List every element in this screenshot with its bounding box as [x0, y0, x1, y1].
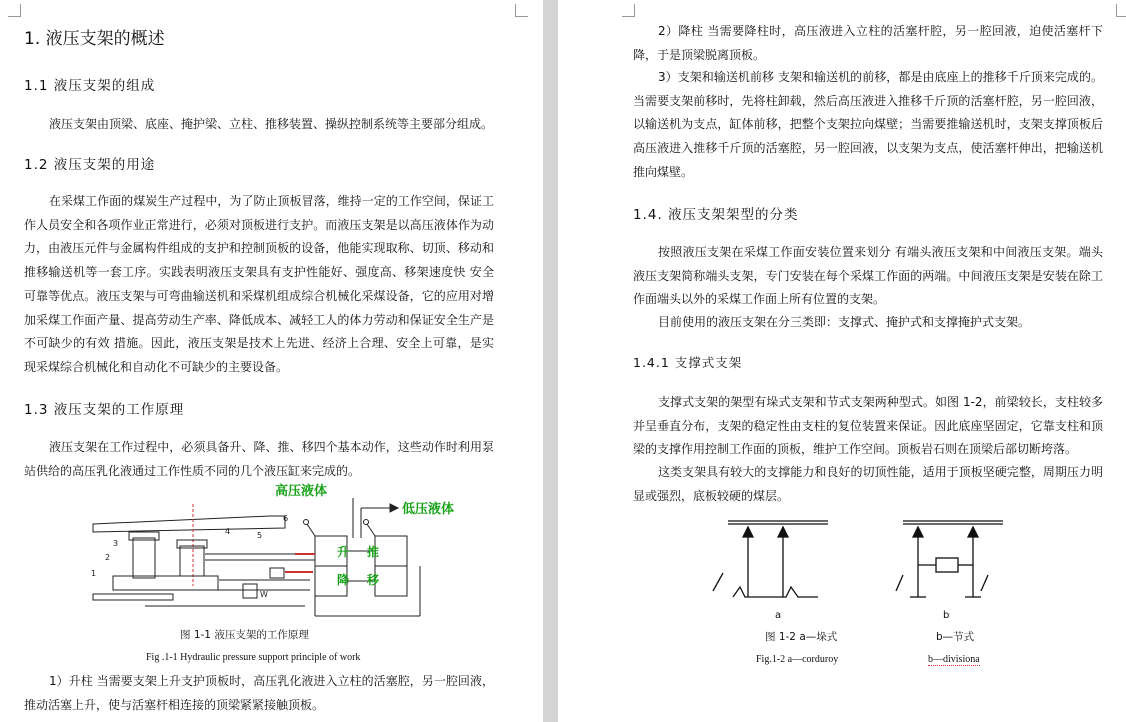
roof-beam — [93, 516, 285, 532]
paragraph: 2）降柱 当需要降柱时，高压液进入立柱的活塞杆腔，另一腔回液，迫使活塞杆下降，于是顶梁脱离顶板。 — [633, 24, 1103, 62]
document-page-left — [0, 0, 543, 722]
section-heading-1-4: 1.4. 液压支架架型的分类 — [633, 207, 799, 223]
document-page-right — [558, 0, 1126, 722]
support-types-figure — [698, 515, 1028, 625]
crop-mark — [515, 4, 528, 17]
paragraph: 液压支架在工作过程中，必须具备升、降、推、移四个基本动作，这些动作时利用泵站供给的高压乳化液通过工作性质不同的几个液压缸来完成的。 — [24, 440, 494, 478]
column-cylinder — [180, 546, 204, 576]
paragraph: 1）升柱 当需要支架上升支护顶板时，高压乳化液进入立柱的活塞腔，另一腔回液，推动活塞上升，使与活塞杆相连接的顶梁紧紧接触顶板。 — [24, 674, 494, 712]
part-number-label: 5 — [257, 531, 263, 540]
hydraulic-schematic-figure — [85, 476, 475, 626]
paragraph: 目前使用的液压支架在分三类即：支撑式、掩护式和支撑掩护式支架。 — [658, 315, 1031, 329]
part-number-label: 4 — [225, 527, 231, 536]
column-cap — [177, 540, 207, 548]
figure-label-a: a — [775, 610, 782, 621]
high-pressure-label: 高压液体 — [275, 484, 328, 499]
paragraph: 支撑式支架的架型有垛式支架和节式支架两种型式。如图 1-2，前梁较长，支柱较多并呈垂直分布，支架的稳定性由支柱的复位装置来保证。因此底座坚固定，它靠支柱和顶梁的支撑作用控制工作面的顶板，维护工作空间。顶板岩石则在顶梁后部切断垮落。 — [633, 395, 1103, 457]
part-number-label: 6 — [283, 514, 289, 523]
figure-caption-cn: 图 1-1 液压支架的工作原理 — [180, 629, 309, 641]
paragraph: 按照液压支架在采煤工作面安装位置来划分 有端头液压支架和中间液压支架。端头液压支架简称端头支架，专门安装在每个采煤工作面的两端。中间液压支架是安装在除工作面端头以外的采煤工作面上所有位置的支架。 — [633, 245, 1103, 307]
section-heading-1-1: 1.1 液压支架的组成 — [24, 78, 156, 94]
section-heading-1-3: 1.3 液压支架的工作原理 — [24, 402, 185, 418]
part-number-label: 1 — [91, 569, 97, 578]
valve — [243, 584, 257, 598]
pusher-jack — [93, 594, 173, 600]
lower-label: 降 — [337, 573, 350, 587]
figure-caption-cn: 图 1-2 a—垛式 — [765, 631, 838, 643]
figure-caption-en: Fig .1-1 Hydraulic pressure support principle of work — [146, 652, 361, 663]
section-heading-1-2: 1.2 液压支架的用途 — [24, 157, 156, 173]
valve — [270, 568, 284, 578]
rise-label: 升 — [337, 545, 350, 559]
crop-mark — [622, 4, 635, 17]
column-cylinder — [133, 538, 155, 578]
paragraph: 在采煤工作面的煤炭生产过程中，为了防止顶板冒落，维持一定的工作空间，保证工作人员安全和各项作业正常进行，必须对顶板进行支护。而液压支架是以高压液体作为动力，由液压元件与金属构件组成的支护和控制顶板的设备，他能实现取称、切顶、移动和推移输送机等一套工序。实践表明液压支架具有支护性能好、强度高、移架速度快 安全可靠等优点。液压支架与可弯曲输送机和采煤机组成综合机械化采煤设备，它的应用对增加采煤工作面产量、提高劳动生产率、降低成本、减轻工人的体力劳动和保证安全生产是不可缺少的有效 措施。因此，液压支架是技术上先进、经济上合理、安全上可靠，是实现采煤综合机械化和自动化不可缺少的主要设备。 — [24, 194, 494, 374]
paragraph: 3）支架和输送机前移 支架和输送机的前移，都是由底座上的推移千斤顶来完成的。当需要支架前移时，先将柱卸载，然后高压液进入推移千斤顶的活塞杆腔，另一腔回液，以输送机为支点，缸体前移，把整个支架拉向煤壁；当需要推输送机时，支架支撑顶板后高压液进入推移千斤顶的活塞腔，另一腔回液，以支架为支点，使活塞杆伸出，把输送机推向煤壁。 — [633, 70, 1103, 179]
paragraph: 液压支架由顶梁、底座、掩护梁、立柱、推移装置、操纵控制系统等主要部分组成。 — [49, 117, 494, 131]
figure-label-b: b — [943, 610, 950, 621]
part-number-label: 3 — [113, 539, 119, 548]
section-heading-1-4-1: 1.4.1 支撑式支架 — [633, 355, 743, 370]
valve-w-label: W — [260, 590, 268, 599]
figure-caption-en: Fig.1-2 a—corduroy — [756, 654, 839, 665]
push-label: 推 — [367, 545, 380, 559]
crop-mark — [1116, 4, 1126, 17]
base — [113, 576, 218, 590]
figure-caption-en-b: b—divisiona — [928, 654, 980, 665]
paragraph: 这类支架具有较大的支撑能力和良好的切顶性能，适用于顶板坚硬完整，周期压力明显或强烈，底板较硬的煤层。 — [633, 465, 1103, 503]
figure-caption-cn-b: b—节式 — [936, 631, 975, 643]
move-label: 移 — [367, 573, 380, 587]
part-number-label: 2 — [105, 553, 111, 562]
crop-mark — [8, 4, 21, 17]
chapter-heading: 1. 液压支架的概述 — [24, 29, 165, 49]
connecting-jack — [936, 558, 958, 572]
low-pressure-label: 低压液体 — [402, 502, 455, 517]
base — [733, 587, 818, 597]
